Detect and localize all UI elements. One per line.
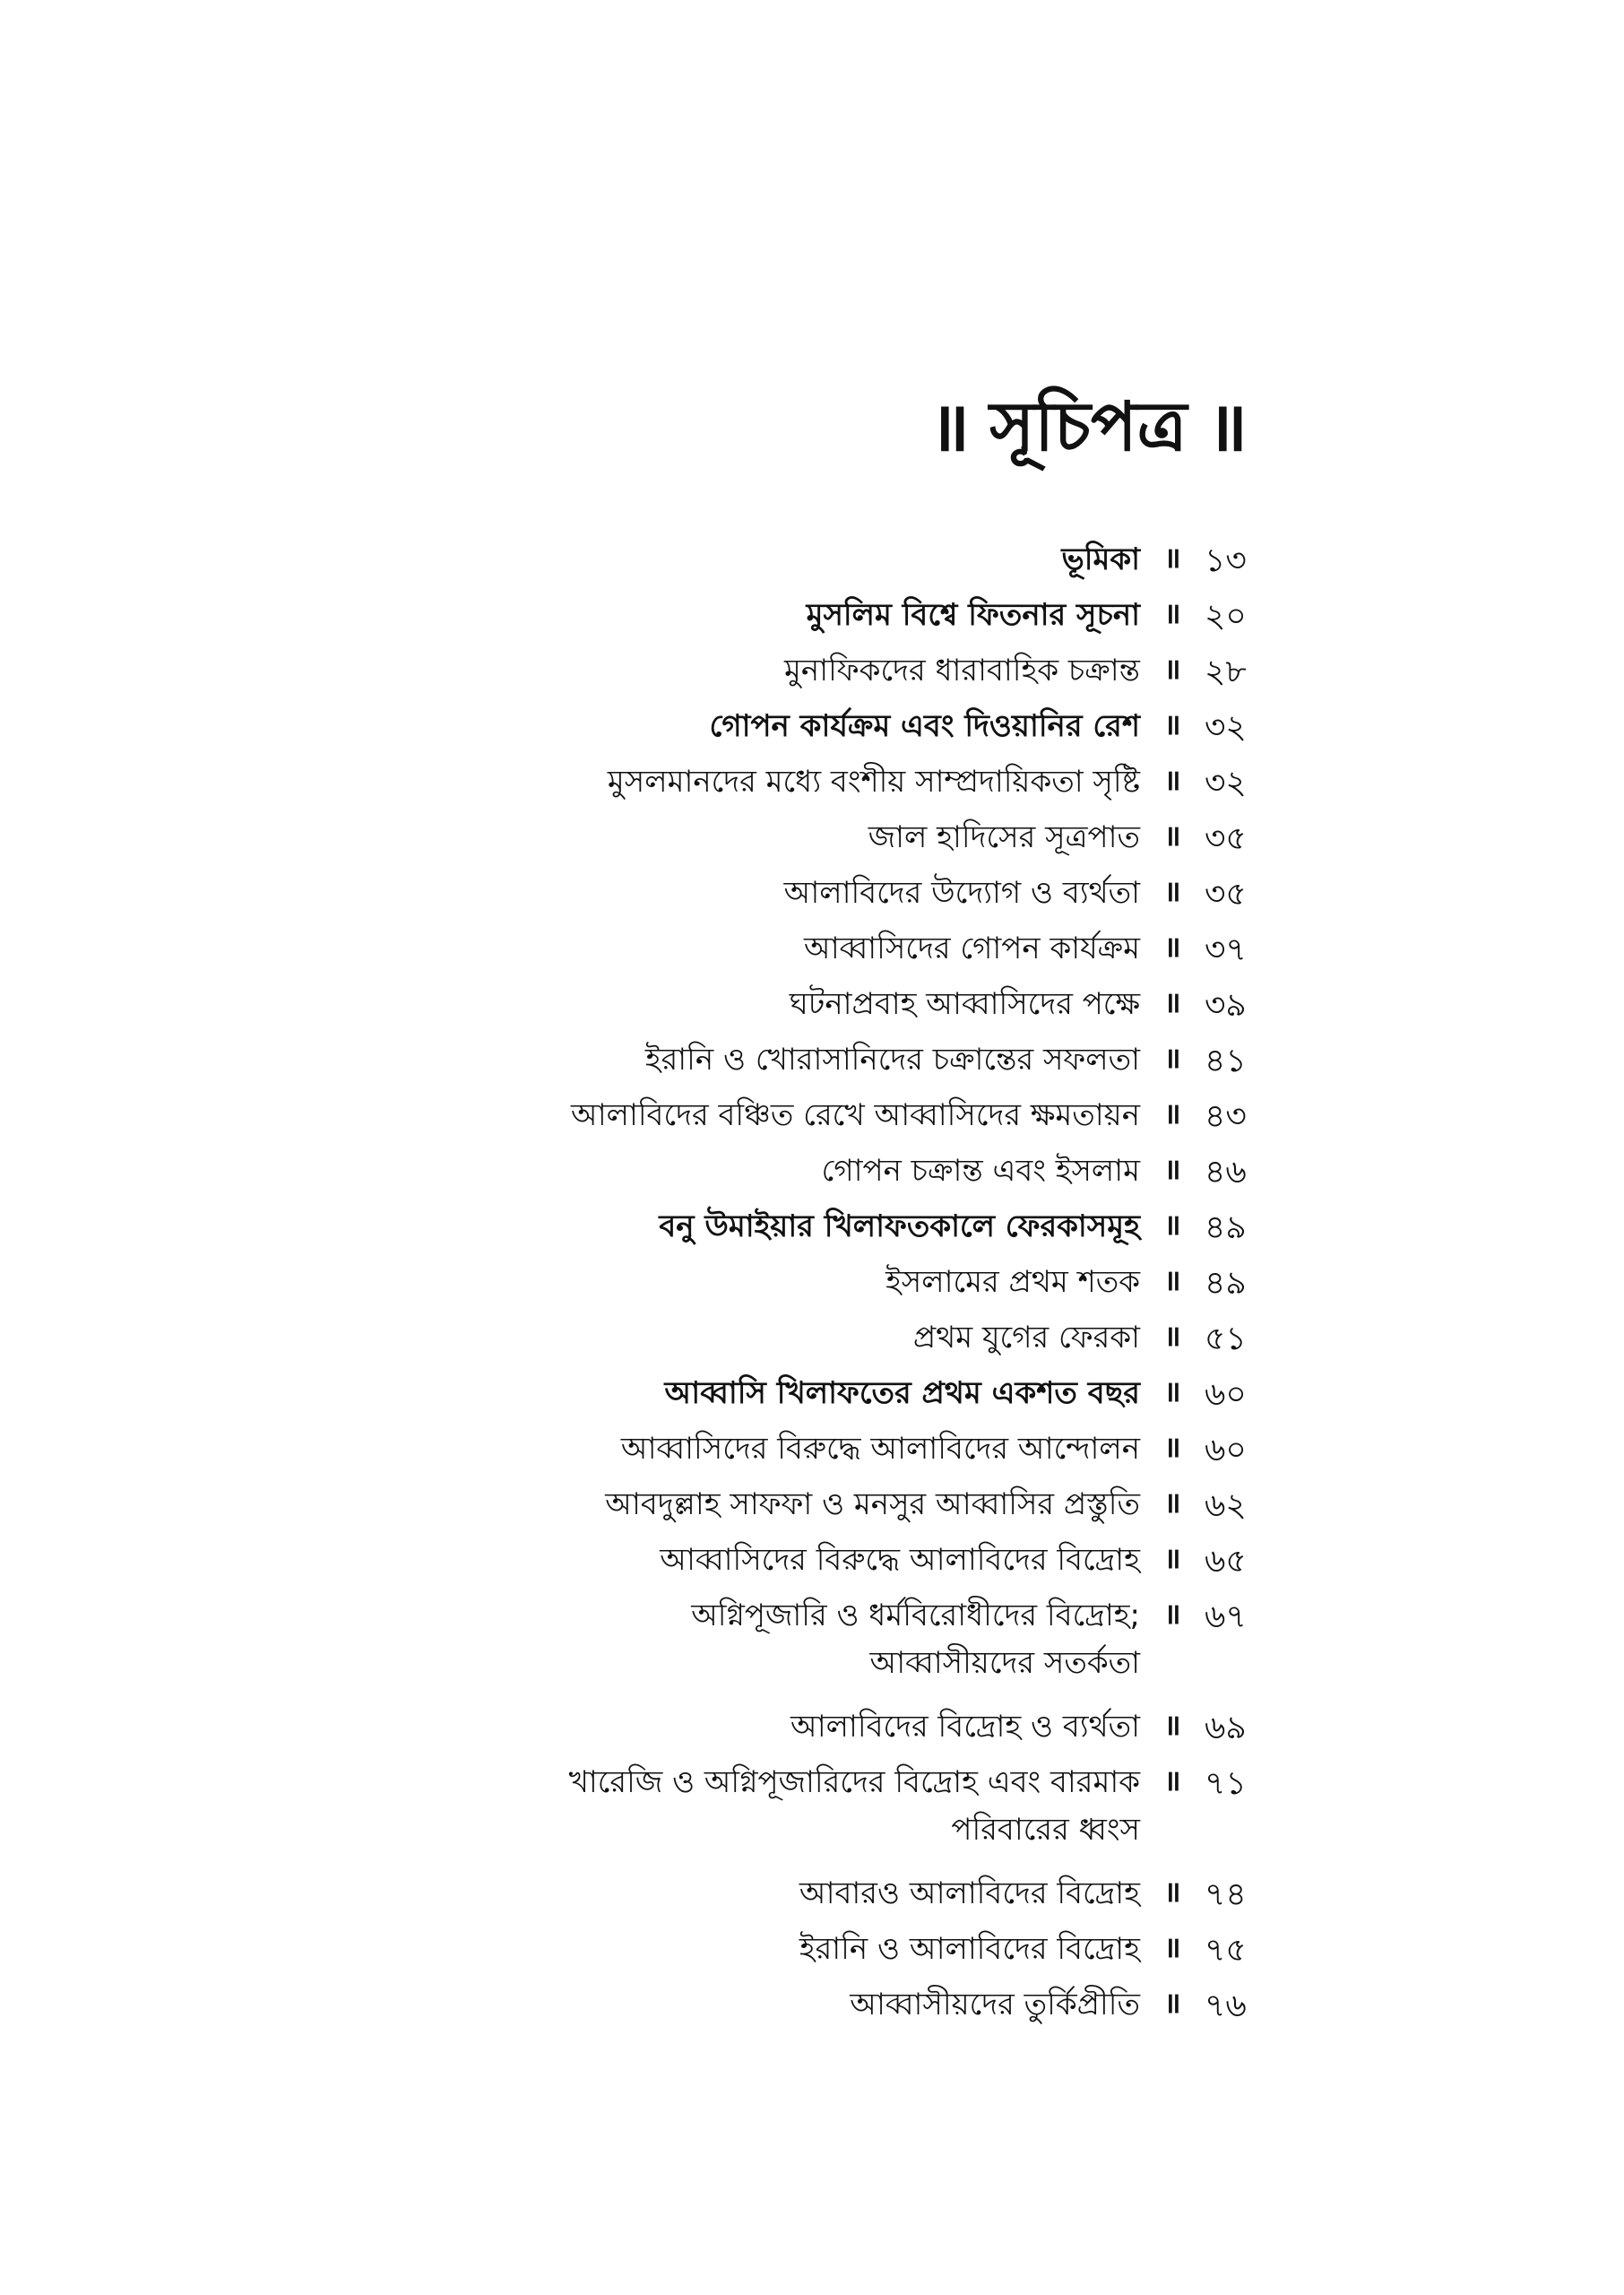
toc-entry-title: গোপন চক্রান্ত এবং ইসলাম <box>821 1153 1140 1189</box>
toc-entry-title: গোপন কার্যক্রম এবং দিওয়ানির রেশ <box>709 708 1140 744</box>
toc-separator: ॥ <box>1163 1986 1181 2020</box>
toc-entry-title: আলাবিদের বিদ্রোহ ও ব্যর্থতা <box>790 1709 1140 1745</box>
toc-page-number: ৫১ <box>1205 1321 1247 1357</box>
toc-entry <box>484 1203 1291 1259</box>
toc-entry-title <box>484 1592 1140 1686</box>
toc-entry-title: ঘটনাপ্রবাহ আব্বাসিদের পক্ষে <box>789 986 1140 1022</box>
toc-entry <box>484 1259 1291 1314</box>
toc-entry-title: মুসলিম বিশ্বে ফিতনার সূচনা <box>806 597 1140 633</box>
toc-entry-title: মুসলমানদের মধ্যে বংশীয় সাম্প্রদায়িকতা সৃষ্টি <box>607 764 1140 800</box>
toc-page-number: ৪৯ <box>1205 1209 1247 1246</box>
toc-entry <box>484 814 1291 870</box>
toc-entry <box>484 1870 1291 1926</box>
toc-separator: ॥ <box>1163 1152 1181 1186</box>
toc-separator: ॥ <box>1163 930 1181 964</box>
toc-page-number: ২৮ <box>1205 654 1247 690</box>
toc-page-number: ৩২ <box>1205 765 1247 801</box>
toc-page-number: ৬০ <box>1205 1376 1247 1413</box>
toc-separator: ॥ <box>1163 763 1181 797</box>
title-left-mark: ॥ <box>929 386 971 466</box>
toc-page-number: ৬০ <box>1205 1432 1247 1468</box>
toc-page-number: ৩২ <box>1205 709 1247 746</box>
toc-entry-title-line-1: খারেজি ও অগ্নিপূজারিদের বিদ্রোহ এবং বারমাক <box>568 1764 1140 1800</box>
toc-entry <box>484 870 1291 925</box>
toc-separator: ॥ <box>1163 1319 1181 1353</box>
toc-entry <box>484 1092 1291 1148</box>
toc-separator: ॥ <box>1163 1263 1181 1297</box>
toc-entry-title-line-1: অগ্নিপূজারি ও ধর্মবিরোধীদের বিদ্রোহ; <box>691 1598 1140 1633</box>
toc-entry-title: আব্বাসিদের গোপন কার্যক্রম <box>803 931 1140 966</box>
toc-entry-title: আবদুল্লাহ সাফফা ও মনসুর আব্বাসির প্রস্তুতি <box>605 1486 1140 1522</box>
toc-entry-title: জাল হাদিসের সূত্রপাত <box>868 819 1140 855</box>
toc-page-number: ৪১ <box>1205 1043 1247 1079</box>
toc-page-number: ২০ <box>1205 598 1247 635</box>
toc-page-number: ৪৯ <box>1205 1265 1247 1302</box>
toc-entry <box>484 647 1291 703</box>
toc-separator: ॥ <box>1163 1485 1181 1520</box>
toc-entry-title: মুনাফিকদের ধারাবাহিক চক্রান্ত <box>784 653 1140 688</box>
toc-separator: ॥ <box>1163 1763 1181 1797</box>
title-right-mark: ॥ <box>1206 386 1248 466</box>
toc-separator: ॥ <box>1163 1930 1181 1964</box>
toc-entry-title: ইরানি ও খোরাসানিদের চক্রান্তের সফলতা <box>644 1042 1140 1078</box>
toc-entry-title: আব্বাসিদের বিরুদ্ধে আলাবিদের বিদ্রোহ <box>660 1542 1140 1578</box>
toc-separator: ॥ <box>1163 1597 1181 1631</box>
toc-page-number: ৬৭ <box>1205 1598 1247 1635</box>
toc-entry <box>484 1592 1291 1703</box>
toc-entry <box>484 703 1291 758</box>
toc-entry <box>484 1759 1291 1870</box>
toc-entry-title-line-2: পরিবারের ধ্বংস <box>951 1811 1140 1848</box>
toc-separator: ॥ <box>1163 1096 1181 1130</box>
toc-page-number: ৩৫ <box>1205 820 1247 857</box>
toc-separator: ॥ <box>1163 818 1181 853</box>
toc-page-number: ৭১ <box>1205 1765 1247 1802</box>
table-of-contents <box>484 536 1291 2037</box>
toc-entry <box>484 758 1291 814</box>
toc-entry-title: আলাবিদের বঞ্চিত রেখে আব্বাসিদের ক্ষমতায়ন <box>570 1097 1140 1133</box>
toc-entry-title: বনু উমাইয়ার খিলাফতকালে ফেরকাসমূহ <box>659 1208 1140 1244</box>
toc-separator: ॥ <box>1163 1541 1181 1575</box>
toc-entry-title: প্রথম যুগের ফেরকা <box>912 1320 1140 1355</box>
toc-page-number: ৬২ <box>1205 1487 1247 1524</box>
toc-entry-title: আলাবিদের উদ্যোগ ও ব্যর্থতা <box>783 875 1140 911</box>
toc-separator: ॥ <box>1163 874 1181 908</box>
toc-entry-title: ভূমিকা <box>1061 541 1140 577</box>
toc-page-number: ৬৫ <box>1205 1543 1247 1580</box>
toc-separator: ॥ <box>1163 1430 1181 1464</box>
toc-page-number: ৭৫ <box>1205 1932 1247 1969</box>
toc-entry <box>484 1981 1291 2037</box>
toc-separator: ॥ <box>1163 596 1181 630</box>
toc-entry <box>484 1425 1291 1481</box>
toc-entry-title: ইরানি ও আলাবিদের বিদ্রোহ <box>799 1931 1140 1967</box>
toc-page-number: ৩৫ <box>1205 876 1247 913</box>
toc-separator: ॥ <box>1163 541 1181 575</box>
toc-separator: ॥ <box>1163 1041 1181 1075</box>
toc-entry-title: ইসলামের প্রথম শতক <box>885 1264 1140 1300</box>
title-text: সূচিপত্র <box>989 386 1188 466</box>
toc-entry <box>484 1036 1291 1092</box>
toc-entry-title: আব্বাসীয়দের তুর্কিপ্রীতি <box>850 1987 1140 2022</box>
toc-entry <box>484 1314 1291 1370</box>
toc-separator: ॥ <box>1163 1208 1181 1242</box>
toc-page-number: ৬৯ <box>1205 1710 1247 1746</box>
toc-entry-title-line-2: আব্বাসীয়দের সতর্কতা <box>869 1644 1140 1681</box>
toc-page-number: ৩৭ <box>1205 931 1247 968</box>
toc-entry <box>484 1481 1291 1537</box>
toc-entry-title <box>484 1759 1140 1853</box>
toc-separator: ॥ <box>1163 1374 1181 1408</box>
toc-separator: ॥ <box>1163 1708 1181 1742</box>
toc-entry-title: আবারও আলাবিদের বিদ্রোহ <box>799 1875 1140 1911</box>
toc-entry-title: আব্বাসিদের বিরুদ্ধে আলাবিদের আন্দোলন <box>620 1431 1140 1467</box>
toc-entry <box>484 981 1291 1036</box>
toc-entry <box>484 536 1291 592</box>
toc-entry <box>484 1537 1291 1592</box>
toc-separator: ॥ <box>1163 652 1181 686</box>
toc-entry <box>484 1926 1291 1981</box>
toc-page-number: ৭৪ <box>1205 1876 1247 1913</box>
toc-entry <box>484 1148 1291 1203</box>
toc-entry <box>484 1370 1291 1425</box>
toc-separator: ॥ <box>1163 1875 1181 1909</box>
toc-entry <box>484 925 1291 981</box>
toc-page-number: ৪৩ <box>1205 1098 1247 1135</box>
page-title <box>910 385 1267 467</box>
toc-entry-title: আব্বাসি খিলাফতের প্রথম একশত বছর <box>664 1375 1140 1411</box>
toc-entry <box>484 592 1291 647</box>
toc-entry <box>484 1703 1291 1759</box>
toc-page-number: ৪৬ <box>1205 1154 1247 1191</box>
toc-page-number: ৭৬ <box>1205 1988 1247 2024</box>
toc-page-number: ৩৯ <box>1205 987 1247 1024</box>
toc-separator: ॥ <box>1163 707 1181 741</box>
toc-separator: ॥ <box>1163 985 1181 1019</box>
toc-page-number: ১৩ <box>1205 542 1247 579</box>
